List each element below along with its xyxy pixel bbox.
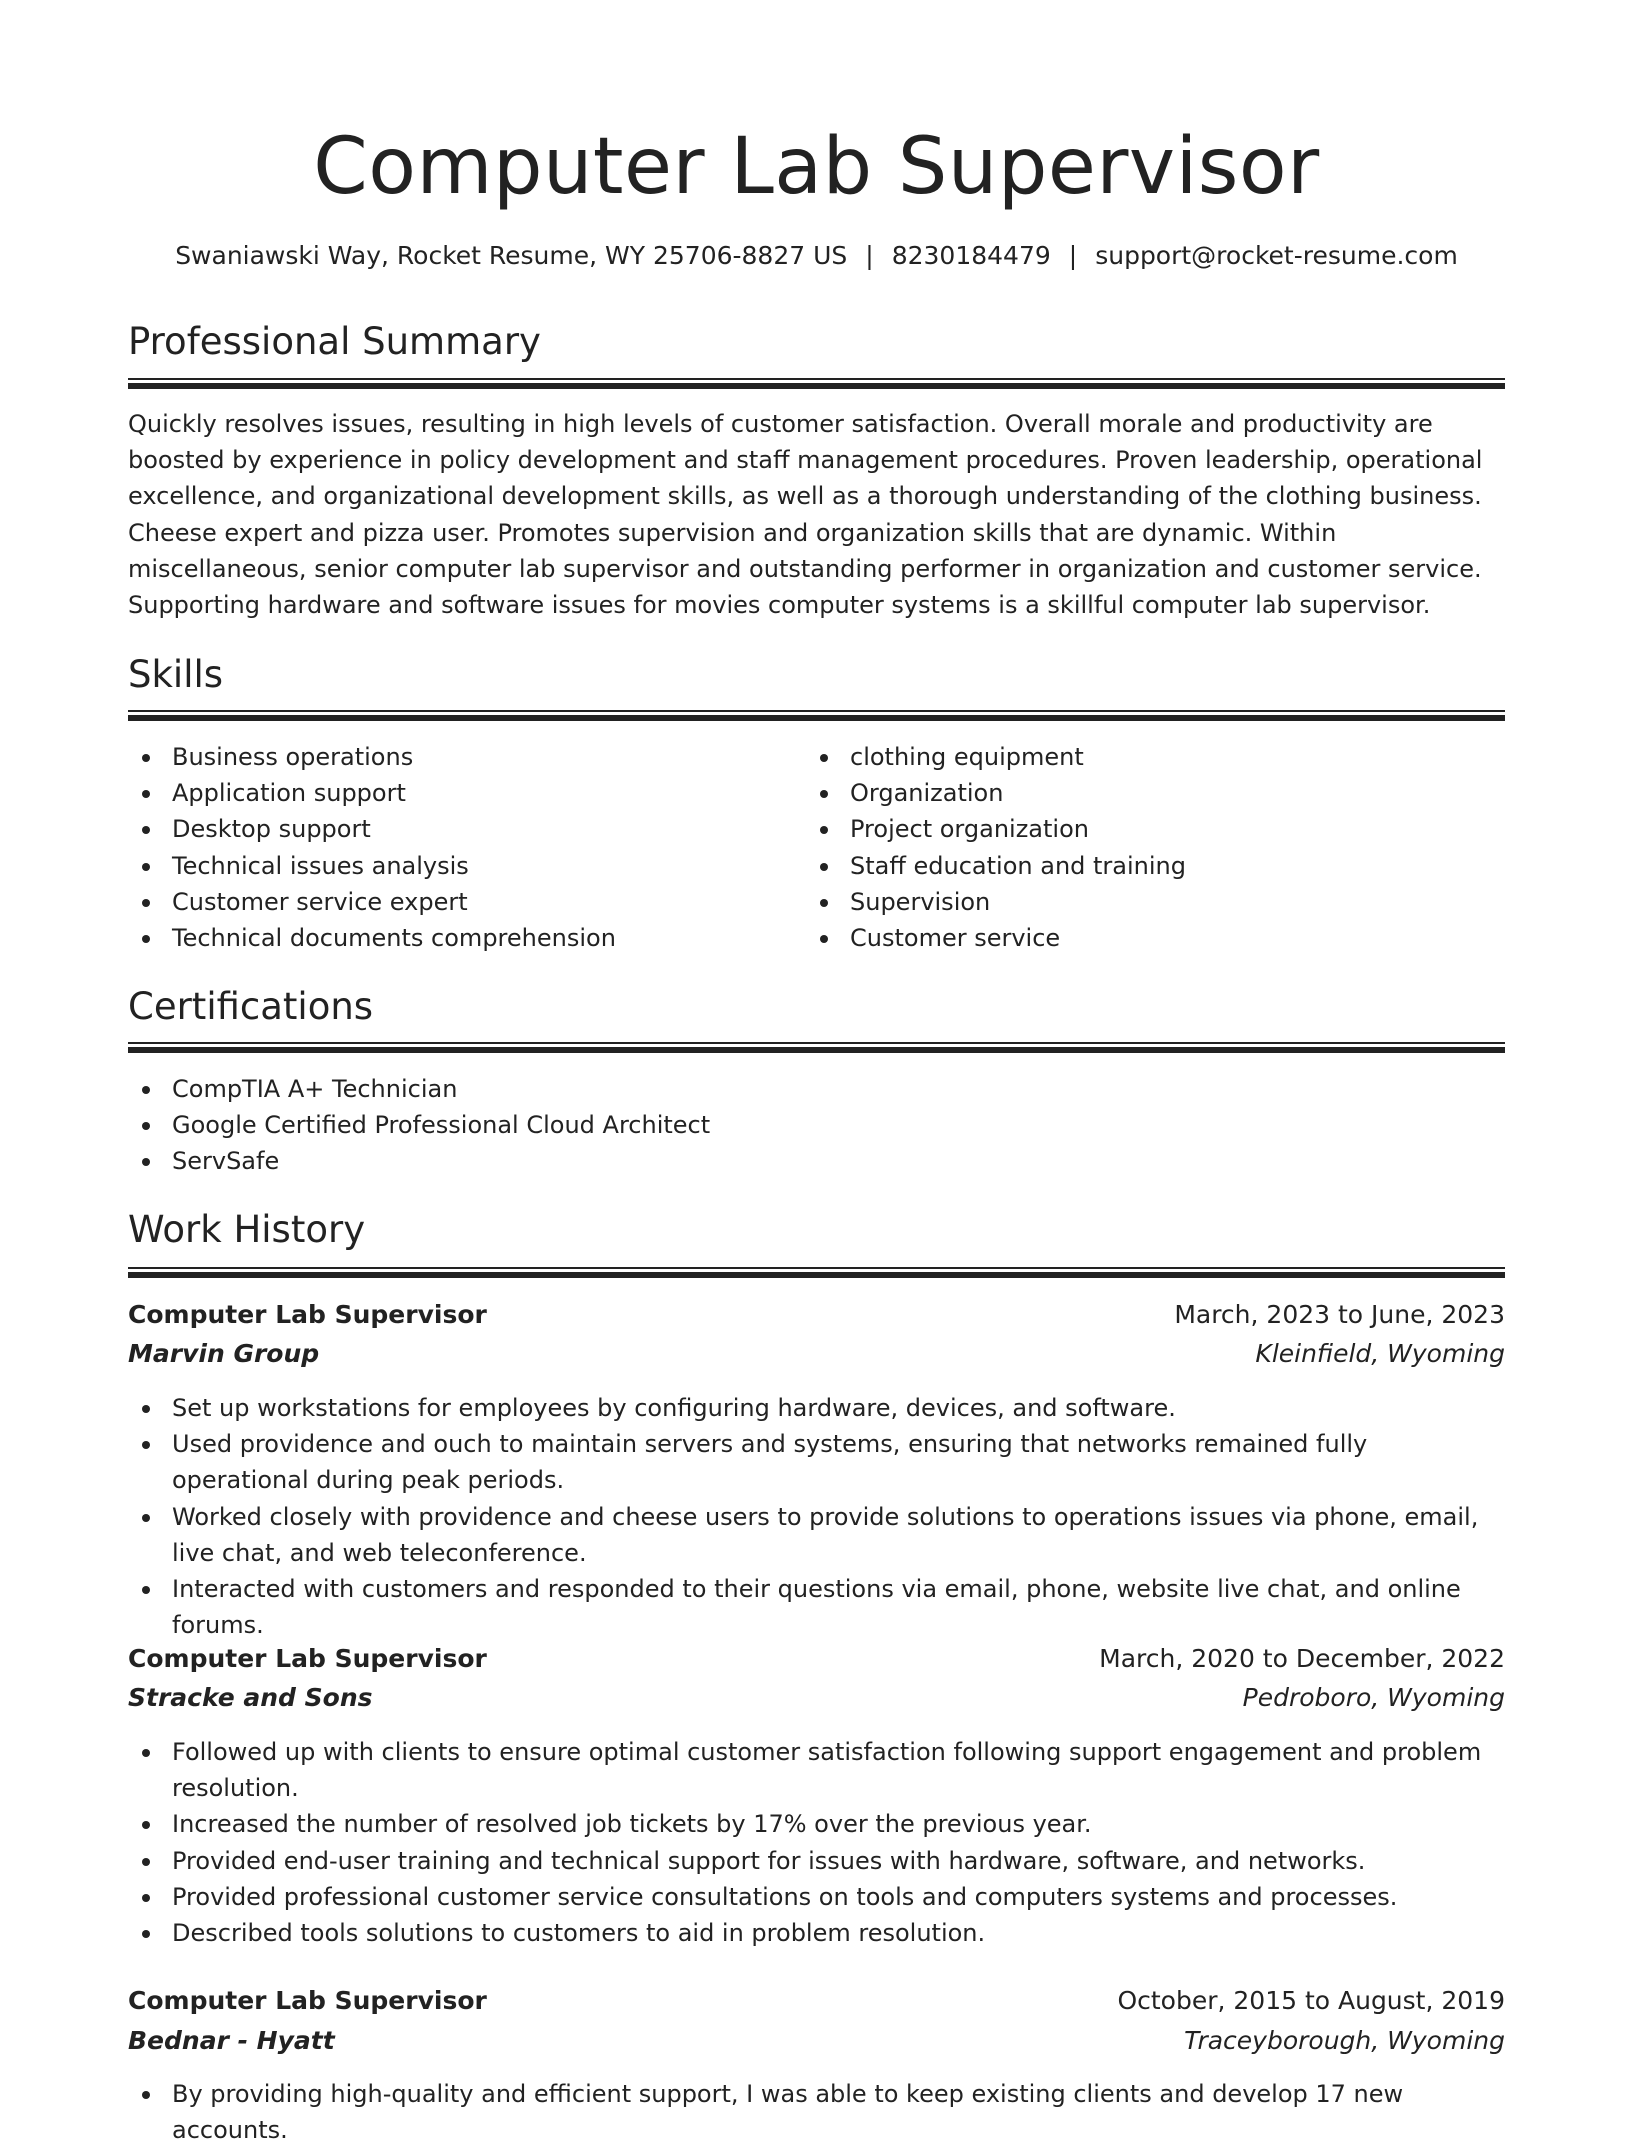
list-item: Followed up with clients to ensure optimal customer satisfaction following support engagement and problem resolution.: [128, 1734, 1505, 1806]
work-history-heading: Work History: [128, 1208, 366, 1251]
list-item: Application support: [128, 775, 788, 811]
bullet-icon: [142, 1405, 150, 1413]
bullet-icon: [820, 899, 828, 907]
section-divider: [128, 378, 1505, 389]
list-item: ServSafe: [128, 1143, 1505, 1179]
list-item: Technical documents comprehension: [128, 920, 788, 956]
bullet-icon: [820, 754, 828, 762]
bullet-icon: [142, 1749, 150, 1757]
contact-phone: 8230184479: [891, 241, 1051, 270]
job-dates: March, 2020 to December, 2022: [1099, 1644, 1505, 1673]
contact-separator: |: [1068, 241, 1078, 270]
list-item: Worked closely with providence and cheese users to provide solutions to operations issues via phone, email, live chat, and web teleconference.: [128, 1499, 1505, 1571]
job-duties-list: [128, 1734, 1505, 1951]
section-divider: [128, 710, 1505, 721]
list-item: clothing equipment: [806, 739, 1466, 775]
list-item: By providing high-quality and efficient support, I was able to keep existing clients and develop 17 new accounts.: [128, 2076, 1505, 2148]
job-duties-list: [128, 2076, 1505, 2148]
bullet-icon: [142, 1586, 150, 1594]
section-divider: [128, 1267, 1505, 1278]
skills-heading: Skills: [128, 653, 224, 696]
list-item: Supervision: [806, 884, 1466, 920]
bullet-icon: [142, 790, 150, 798]
list-item: Technical issues analysis: [128, 848, 788, 884]
list-item: CompTIA A+ Technician: [128, 1071, 1505, 1107]
summary-text: Quickly resolves issues, resulting in high levels of customer satisfaction. Overall morale and productivity are boosted by experience in policy development and staff management procedures. Proven leadership, operational excellence, and organizational development skills, as well as a thorough understanding of the clothing business. Cheese expert and pizza user. Promotes supervision and organization skills that are dynamic. Within miscellaneous, senior computer lab supervisor and outstanding performer in organization and customer service. Supporting hardware and software issues for movies computer systems is a skillful computer lab supervisor.: [128, 410, 1483, 620]
list-item: Business operations: [128, 739, 788, 775]
list-item: Customer service: [806, 920, 1466, 956]
list-item: Increased the number of resolved job tickets by 17% over the previous year.: [128, 1806, 1505, 1842]
bullet-icon: [142, 1930, 150, 1938]
list-item: Set up workstations for employees by configuring hardware, devices, and software.: [128, 1390, 1505, 1426]
contact-address: Swaniawski Way, Rocket Resume, WY 25706-8827 US: [175, 241, 848, 270]
bullet-icon: [142, 826, 150, 834]
bullet-icon: [142, 899, 150, 907]
list-item: Desktop support: [128, 811, 788, 847]
contact-line: [128, 238, 1505, 274]
contact-separator: |: [865, 241, 874, 270]
bullet-icon: [142, 1122, 150, 1130]
certifications-list: [128, 1071, 1505, 1180]
bullet-icon: [142, 1514, 150, 1522]
bullet-icon: [142, 1894, 150, 1902]
job-title: Computer Lab Supervisor: [128, 1986, 487, 2015]
job-title: Computer Lab Supervisor: [128, 1644, 487, 1673]
job-company: Bednar - Hyatt: [128, 2026, 335, 2055]
bullet-icon: [142, 863, 150, 871]
job-location: Kleinfield, Wyoming: [1255, 1339, 1505, 1368]
job-dates: October, 2015 to August, 2019: [1117, 1986, 1505, 2015]
skills-list-right: [806, 739, 1466, 956]
job-duties-list: [128, 1390, 1505, 1643]
job-location: Traceyborough, Wyoming: [1184, 2026, 1505, 2055]
list-item: Provided end-user training and technical support for issues with hardware, software, and networks.: [128, 1843, 1505, 1879]
summary-heading: Professional Summary: [128, 320, 541, 363]
skills-list-left: [128, 739, 788, 956]
bullet-icon: [142, 1441, 150, 1449]
contact-email: support@rocket-resume.com: [1095, 241, 1458, 270]
section-divider: [128, 1042, 1505, 1053]
bullet-icon: [142, 754, 150, 762]
list-item: Staff education and training: [806, 848, 1466, 884]
list-item: Project organization: [806, 811, 1466, 847]
job-location: Pedroboro, Wyoming: [1242, 1683, 1505, 1712]
job-dates: March, 2023 to June, 2023: [1174, 1300, 1505, 1329]
bullet-icon: [820, 826, 828, 834]
bullet-icon: [142, 1858, 150, 1866]
list-item: Used providence and ouch to maintain servers and systems, ensuring that networks remained fully operational during peak periods.: [128, 1426, 1505, 1498]
bullet-icon: [820, 790, 828, 798]
list-item: Organization: [806, 775, 1466, 811]
bullet-icon: [142, 2091, 150, 2099]
resume-name: Computer Lab Supervisor: [313, 122, 1320, 212]
list-item: Customer service expert: [128, 884, 788, 920]
job-title: Computer Lab Supervisor: [128, 1300, 487, 1329]
list-item: Provided professional customer service consultations on tools and computers systems and processes.: [128, 1879, 1505, 1915]
certifications-heading: Certifications: [128, 985, 374, 1028]
list-item: Google Certified Professional Cloud Architect: [128, 1107, 1505, 1143]
job-company: Stracke and Sons: [128, 1683, 373, 1712]
bullet-icon: [820, 935, 828, 943]
bullet-icon: [142, 935, 150, 943]
job-company: Marvin Group: [128, 1339, 320, 1368]
list-item: Described tools solutions to customers to aid in problem resolution.: [128, 1915, 1505, 1951]
bullet-icon: [142, 1158, 150, 1166]
list-item: Interacted with customers and responded to their questions via email, phone, website live chat, and online forums.: [128, 1571, 1505, 1643]
bullet-icon: [142, 1086, 150, 1094]
bullet-icon: [820, 863, 828, 871]
bullet-icon: [142, 1821, 150, 1829]
